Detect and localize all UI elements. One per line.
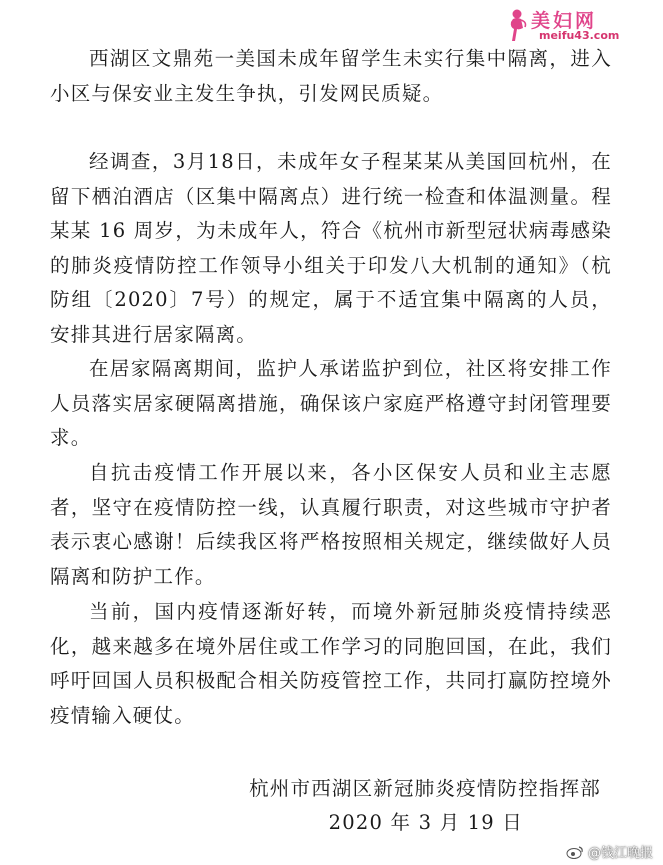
watermark-title: 美妇网 [531, 10, 598, 32]
paragraph-intro: 西湖区文鼎苑一美国未成年留学生未实行集中隔离，进入小区与保安业主发生争执，引发网民质疑。 [50, 47, 612, 105]
watermark-url: meifu43.com [539, 29, 620, 42]
site-watermark-logo [501, 6, 649, 46]
weibo-handle: @钱江晚报 [587, 846, 653, 861]
signature-issuer: 杭州市西湖区新冠肺炎疫情防控指挥部 [249, 777, 601, 800]
paragraph-home-quarantine: 在居家隔离期间，监护人承诺监护到位，社区将安排工作人员落实居家硬隔离措施，确保该户家庭严格遵守封闭管理要求。 [50, 357, 612, 449]
paragraph-gratitude: 自抗击疫情工作开展以来，各小区保安人员和业主志愿者，坚守在疫情防控一线，认真履行职责，对这些城市守护者表示衷心感谢！后续我区将严格按照相关规定，继续做好人员隔离和防护工作。 [50, 461, 612, 588]
paragraph-appeal: 当前，国内疫情逐渐好转，而境外新冠肺炎疫情持续恶化，越来越多在境外居住或工作学习的同胞回国，在此，我们呼吁回国人员积极配合相关防疫管控工作，共同打赢防控境外疫情输入硬仗。 [50, 600, 612, 727]
paragraph-investigation: 经调查，3月18日，未成年女子程某某从美国回杭州，在留下栖泊酒店（区集中隔离点）进行统一检查和体温测量。程某某 16 周岁，为未成年人，符合《杭州市新型冠状病毒感染的肺炎疫情防控工作领导小组关于印发八大机制的通知》（杭防组〔2020〕7号）的规定，属于不适宜集中隔离的人员，安排其进行居家隔离。 [50, 150, 612, 346]
weibo-icon [566, 845, 584, 859]
weibo-watermark [566, 842, 653, 861]
signature-date: 2020 年 3 月 19 日 [328, 811, 523, 834]
woman-silhouette-icon [503, 8, 529, 42]
